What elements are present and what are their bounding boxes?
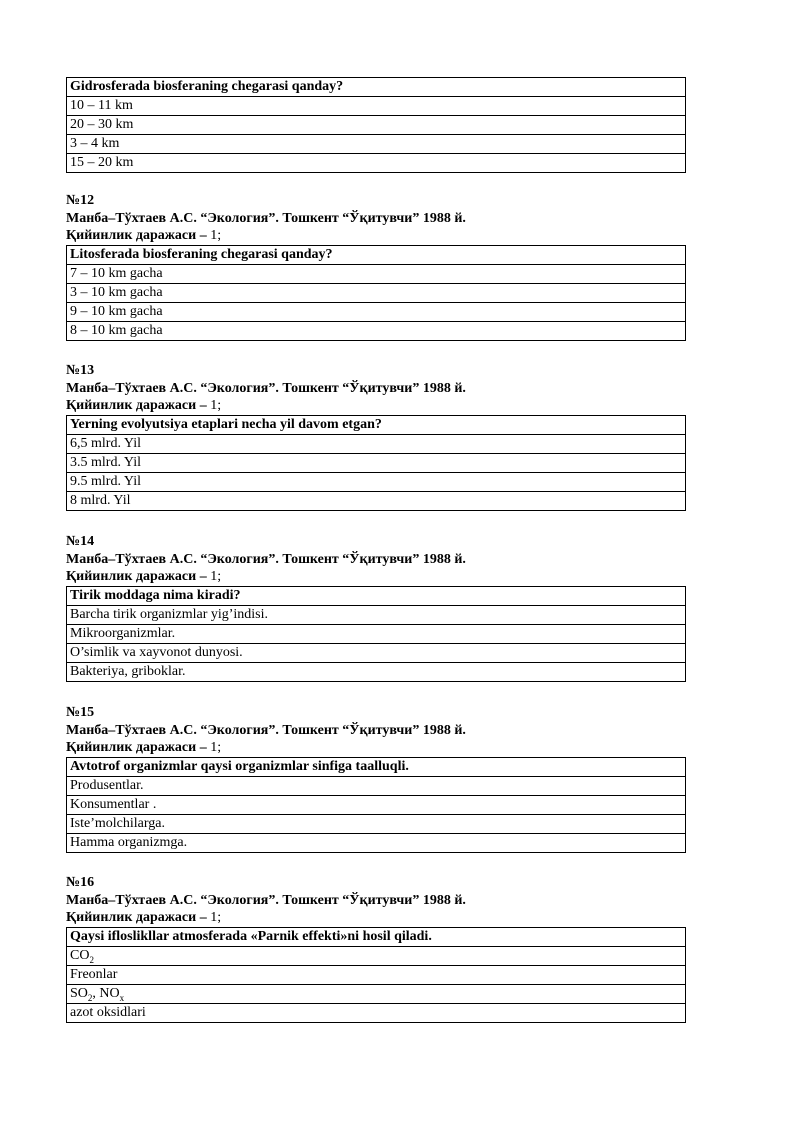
difficulty-line xyxy=(66,397,686,415)
question-table-16 xyxy=(66,927,686,1023)
answer-option: Produsentlar. xyxy=(67,776,686,795)
source-prefix: Манба– xyxy=(66,551,116,567)
answer-option: Freonlar xyxy=(67,965,686,984)
difficulty-line xyxy=(66,568,686,586)
question-table-14 xyxy=(66,586,686,682)
question-table-11 xyxy=(66,77,686,173)
source-text: Тўхтаев А.С. “Экология”. Тошкент “Ўқитувчи” 1988 й. xyxy=(115,380,466,396)
question-block-11 xyxy=(66,77,686,173)
source-prefix: Манба– xyxy=(66,210,116,226)
difficulty-value: 1; xyxy=(210,398,222,413)
answer-option: azot oksidlari xyxy=(67,1003,686,1022)
formula-nox: , NO xyxy=(92,985,120,1001)
difficulty-line xyxy=(66,227,686,245)
source-line xyxy=(66,551,686,569)
answer-option: 7 – 10 km gacha xyxy=(67,264,686,283)
question-table-12 xyxy=(66,245,686,341)
answer-option: 15 – 20 km xyxy=(67,154,686,173)
answer-option: 9 – 10 km gacha xyxy=(67,302,686,321)
question-text: Tirik moddaga nima kiradi? xyxy=(67,586,686,605)
difficulty-value: 1; xyxy=(210,740,222,755)
answer-option xyxy=(67,946,686,965)
subscript: x xyxy=(119,992,125,1003)
difficulty-line xyxy=(66,739,686,757)
source-line xyxy=(66,722,686,740)
answer-option: 3 – 4 km xyxy=(67,135,686,154)
question-block-16 xyxy=(66,874,686,1023)
source-prefix: Манба– xyxy=(66,380,116,396)
question-number: №12 xyxy=(66,193,95,208)
answer-option: 10 – 11 km xyxy=(67,97,686,116)
answer-option: Iste’molchilarga. xyxy=(67,814,686,833)
answer-option: Bakteriya, griboklar. xyxy=(67,662,686,681)
answer-option: Hamma organizmga. xyxy=(67,833,686,852)
difficulty-prefix: Қийинлик даражаси – xyxy=(66,910,211,925)
question-block-14 xyxy=(66,533,686,682)
question-block-15 xyxy=(66,704,686,853)
question-text: Gidrosferada biosferaning chegarasi qanday? xyxy=(67,78,686,97)
difficulty-prefix: Қийинлик даражаси – xyxy=(66,398,211,413)
source-line xyxy=(66,892,686,910)
answer-option: 9.5 mlrd. Yil xyxy=(67,472,686,491)
question-number: №13 xyxy=(66,363,95,378)
source-prefix: Манба– xyxy=(66,722,116,738)
question-table-15 xyxy=(66,757,686,853)
formula-co2: CO xyxy=(70,947,90,963)
question-number: №15 xyxy=(66,705,95,720)
question-text: Litosferada biosferaning chegarasi qanday? xyxy=(67,245,686,264)
difficulty-prefix: Қийинлик даражаси – xyxy=(66,740,211,755)
answer-option: 8 – 10 km gacha xyxy=(67,321,686,340)
difficulty-value: 1; xyxy=(210,569,222,584)
difficulty-line xyxy=(66,909,686,927)
answer-option xyxy=(67,984,686,1003)
difficulty-prefix: Қийинлик даражаси – xyxy=(66,228,211,243)
question-number: №14 xyxy=(66,534,95,549)
source-text: Тўхтаев А.С. “Экология”. Тошкент “Ўқитувчи” 1988 й. xyxy=(115,892,466,908)
answer-option: 6,5 mlrd. Yil xyxy=(67,434,686,453)
source-text: Тўхтаев А.С. “Экология”. Тошкент “Ўқитувчи” 1988 й. xyxy=(115,551,466,567)
subscript: 2 xyxy=(87,992,93,1003)
question-table-13 xyxy=(66,415,686,511)
source-text: Тўхтаев А.С. “Экология”. Тошкент “Ўқитувчи” 1988 й. xyxy=(115,722,466,738)
question-text: Qaysi ifloslikllar atmosferada «Parnik effekti»ni hosil qiladi. xyxy=(67,927,686,946)
question-block-12 xyxy=(66,192,686,341)
source-text: Тўхтаев А.С. “Экология”. Тошкент “Ўқитувчи” 1988 й. xyxy=(115,210,466,226)
answer-option: Barcha tirik organizmlar yig’indisi. xyxy=(67,605,686,624)
answer-option: Mikroorganizmlar. xyxy=(67,624,686,643)
answer-option: 8 mlrd. Yil xyxy=(67,491,686,510)
answer-option: 3.5 mlrd. Yil xyxy=(67,453,686,472)
source-prefix: Манба– xyxy=(66,892,116,908)
question-block-13 xyxy=(66,362,686,511)
answer-option: 3 – 10 km gacha xyxy=(67,283,686,302)
formula-so2: SO xyxy=(70,985,88,1001)
answer-option: 20 – 30 km xyxy=(67,116,686,135)
question-text: Avtotrof organizmlar qaysi organizmlar sinfiga taalluqli. xyxy=(67,757,686,776)
source-line xyxy=(66,210,686,228)
question-text: Yerning evolyutsiya etaplari necha yil davom etgan? xyxy=(67,415,686,434)
difficulty-value: 1; xyxy=(210,910,222,925)
difficulty-prefix: Қийинлик даражаси – xyxy=(66,569,211,584)
question-number: №16 xyxy=(66,875,95,890)
source-line xyxy=(66,380,686,398)
difficulty-value: 1; xyxy=(210,228,222,243)
answer-option: O’simlik va xayvonot dunyosi. xyxy=(67,643,686,662)
subscript: 2 xyxy=(89,954,94,965)
answer-option: Konsumentlar . xyxy=(67,795,686,814)
